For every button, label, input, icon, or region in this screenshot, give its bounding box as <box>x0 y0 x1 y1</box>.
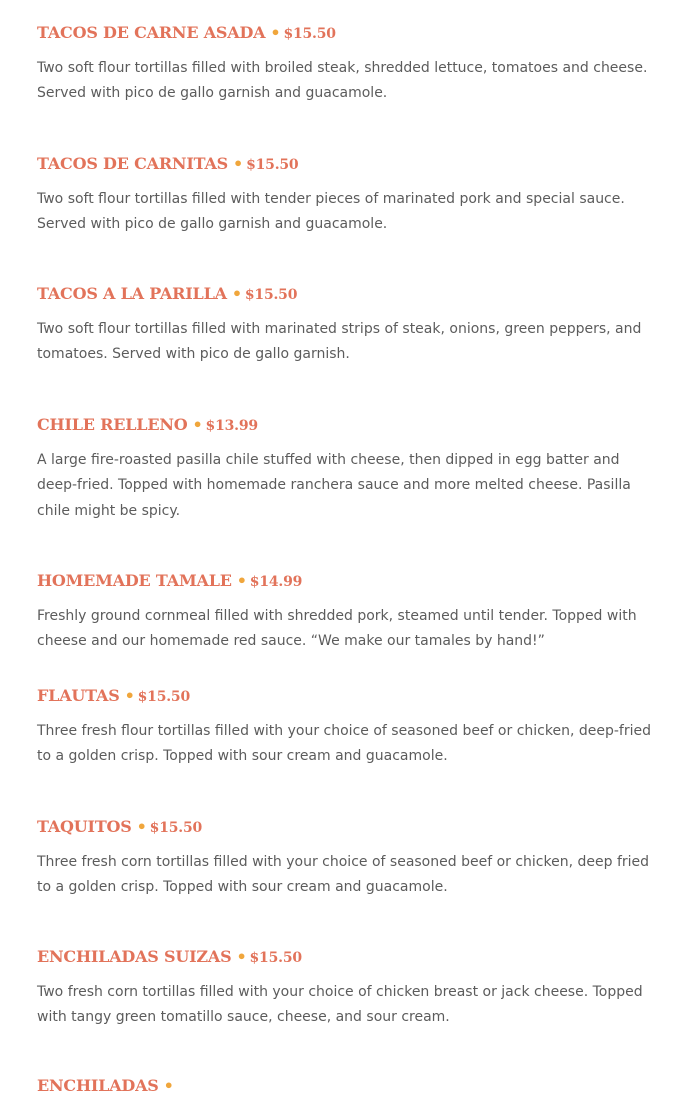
separator-dot: • <box>236 947 247 966</box>
item-name: HOMEMADE TAMALE <box>37 571 232 590</box>
separator-dot: • <box>270 23 281 42</box>
item-price: $15.50 <box>283 26 336 42</box>
item-description: Two fresh corn tortillas filled with your choice of chicken breast or jack cheese. Topped with tangy green tomatillo sauce, cheese, and sour cream. <box>37 984 643 1026</box>
separator-dot: • <box>136 817 147 836</box>
menu-item <box>37 815 657 901</box>
separator-dot: • <box>163 1076 174 1095</box>
item-title <box>37 684 657 709</box>
menu-item <box>37 1074 657 1099</box>
menu-item <box>37 413 657 524</box>
item-name: TACOS DE CARNITAS <box>37 154 229 173</box>
menu-item <box>37 21 657 107</box>
item-title <box>37 569 657 594</box>
menu-item <box>37 152 657 238</box>
item-description: A large fire-roasted pasilla chile stuffed with cheese, then dipped in egg batter and deep-fried. Topped with homemade ranchera sauce and more melted cheese. Pasilla chile might be spicy. <box>37 452 631 519</box>
item-name: ENCHILADAS SUIZAS <box>37 947 232 966</box>
separator-dot: • <box>192 415 203 434</box>
item-title <box>37 815 657 840</box>
item-description: Two soft flour tortillas filled with broiled steak, shredded lettuce, tomatoes and cheese. Served with pico de gallo garnish and guacamole. <box>37 60 648 102</box>
item-name: FLAUTAS <box>37 686 120 705</box>
menu-item <box>37 945 657 1031</box>
item-name: TACOS A LA PARILLA <box>37 284 227 303</box>
item-name: TACOS DE CARNE ASADA <box>37 23 266 42</box>
item-title <box>37 21 657 46</box>
item-title <box>37 945 657 970</box>
item-title <box>37 282 657 307</box>
item-price: $15.50 <box>137 689 190 705</box>
item-description: Freshly ground cornmeal filled with shredded pork, steamed until tender. Topped with cheese and our homemade red sauce. “We make our tamales by hand!” <box>37 608 637 650</box>
item-name: CHILE RELLENO <box>37 415 188 434</box>
item-description: Two soft flour tortillas filled with tender pieces of marinated pork and special sauce. Served with pico de gallo garnish and guacamole. <box>37 191 625 233</box>
item-price: $14.99 <box>249 574 303 590</box>
item-price: $13.99 <box>205 418 258 434</box>
item-name: TAQUITOS <box>37 817 132 836</box>
item-price: $15.50 <box>244 287 298 303</box>
item-name: ENCHILADAS <box>37 1076 159 1095</box>
separator-dot: • <box>236 571 247 590</box>
item-title <box>37 413 657 438</box>
item-description: Three fresh flour tortillas filled with your choice of seasoned beef or chicken, deep-fried to a golden crisp. Topped with sour cream and guacamole. <box>37 723 651 765</box>
item-price: $15.50 <box>246 157 299 173</box>
separator-dot: • <box>233 154 244 173</box>
menu-item <box>37 684 657 770</box>
item-description: Two soft flour tortillas filled with marinated strips of steak, onions, green peppers, and tomatoes. Served with pico de gallo garnish. <box>37 321 642 363</box>
item-price: $15.50 <box>249 950 302 966</box>
menu-item <box>37 282 657 368</box>
item-title <box>37 152 657 177</box>
menu-item <box>37 569 657 655</box>
separator-dot: • <box>231 284 242 303</box>
item-description: Three fresh corn tortillas filled with your choice of seasoned beef or chicken, deep fried to a golden crisp. Topped with sour cream and guacamole. <box>37 854 650 896</box>
item-price: $15.50 <box>149 820 203 836</box>
item-title <box>37 1074 657 1099</box>
separator-dot: • <box>124 686 135 705</box>
